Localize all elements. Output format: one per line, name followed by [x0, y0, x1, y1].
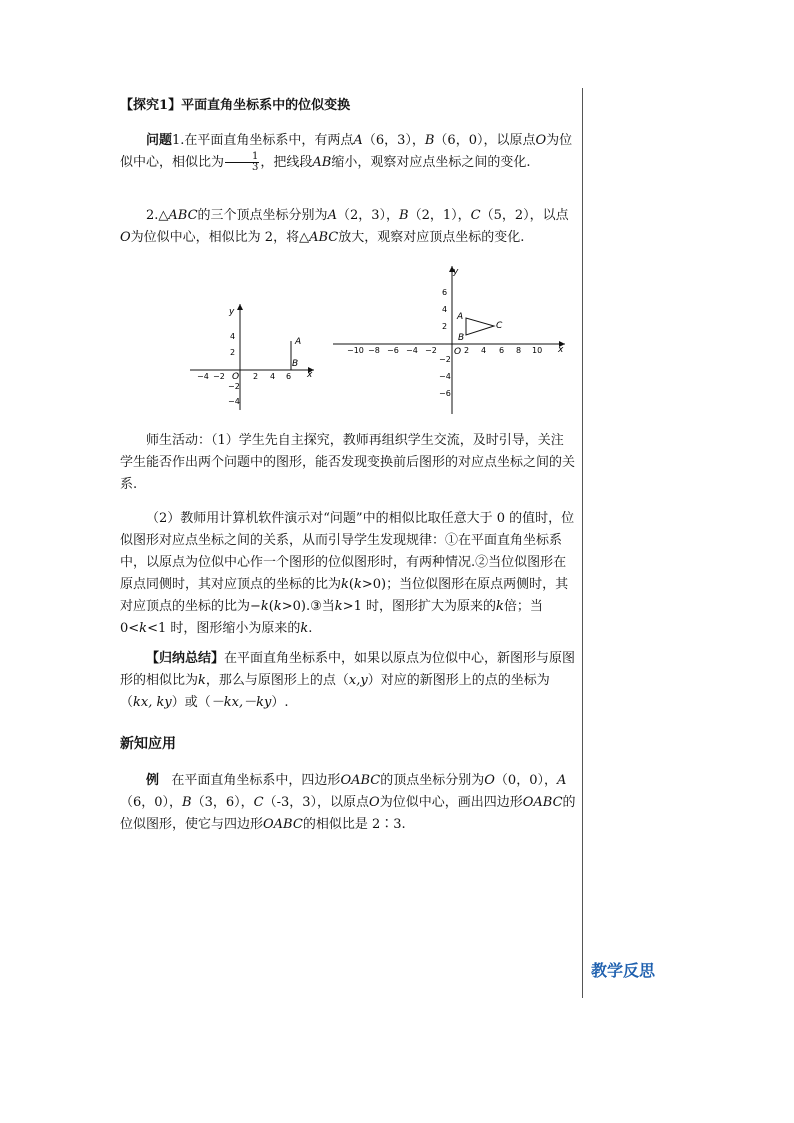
graph2-origin-label: O: [454, 347, 462, 357]
point-A-label: A: [295, 337, 302, 347]
activity-paragraph-1: 师生活动：（1）学生先自主探究，教师再组织学生交流，及时引导，关注学生能否作出两个问题中的图形，能否发现变换前后图形的对应点坐标之间的关系.: [120, 433, 576, 492]
graph1-y-tick: −2: [228, 382, 240, 391]
graph2-x-tick: 4: [481, 346, 487, 355]
graph1-y-tick: 4: [230, 332, 236, 341]
graph2-x-tick: −2: [425, 346, 437, 355]
graph1-origin-label: O: [232, 372, 240, 382]
problem-2: 2.△ABC的三个顶点坐标分别为A（2，3），B（2，1），C（5，2），以点O为位似中心，相似比为 2，将△ABC放大，观察对应顶点坐标的变化.: [120, 208, 569, 245]
graph1-x-tick: −2: [213, 372, 225, 381]
example-paragraph: 例 在平面直角坐标系中，四边形OABC的顶点坐标分别为O（0，0），A（6，0），B（3，6），C（-3，3），以原点O为位似中心，画出四边形OABC的位似图形，使它与四边形OABC的相似比是 2∶3.: [120, 773, 576, 832]
graph2-y-tick: 4: [442, 305, 448, 314]
graph2-x-label: x: [558, 345, 564, 355]
graph2-y-tick: 2: [442, 322, 448, 331]
graph1-y-tick: 2: [230, 348, 236, 357]
coordinate-graph-1: [190, 300, 320, 412]
graph2-x-tick: 8: [516, 346, 522, 355]
graph1-x-label: x: [307, 370, 313, 380]
graph1-y-tick: −4: [228, 397, 240, 406]
column-divider: [582, 88, 583, 998]
graph2-x-tick: 2: [464, 346, 470, 355]
graph2-x-tick: −10: [347, 346, 364, 355]
fraction-one-third: $\frac{1}{3}$: [225, 152, 259, 173]
graph2-x-tick: −4: [406, 346, 418, 355]
graph1-x-tick: 2: [253, 372, 259, 381]
graph2-x-tick: 6: [499, 346, 505, 355]
graph1-x-tick: 6: [286, 372, 292, 381]
graph2-x-tick: 10: [532, 346, 543, 355]
graph1-x-tick: −4: [197, 372, 209, 381]
graph1-y-label: y: [229, 307, 235, 317]
point-C-label: C: [496, 321, 503, 331]
graph2-y-label: y: [453, 267, 459, 277]
graph2-y-tick: 6: [442, 288, 448, 297]
point-B-label: B: [292, 359, 299, 369]
point-A-label: A: [457, 312, 464, 322]
teaching-reflection-heading: 教学反思: [591, 961, 656, 980]
section-title: 【探究1】平面直角坐标系中的位似变换: [120, 98, 351, 113]
graph2-y-tick: −2: [439, 355, 451, 364]
new-knowledge-heading: 新知应用: [120, 736, 176, 752]
activity-paragraph-2: （2）教师用计算机软件演示对“问题”中的相似比取任意大于 0 的值时，位似图形对应点坐标之间的关系，从而引导学生发现规律：①在平面直角坐标系中，以原点为位似中心作一个图形的位似图形时，有两种情况.②当位似图形在原点同侧时，其对应顶点的坐标的比为k(k>0)；当位似图形在原点两侧时，其对应顶点的坐标的比为−k(k>0).③当k>1 时，图形扩大为原来的k倍；当 0<k<1 时，图形缩小为原来的k.: [120, 511, 575, 636]
problem-1: 问题1.在平面直角坐标系中，有两点A（6，3），B（6，0），以原点O为位似中心，相似比为 $\frac{1}{3}$ ，把线段AB缩小，观察对应点坐标之间的变化.: [120, 133, 573, 173]
triangle-ABC: [466, 318, 494, 335]
graph2-y-tick: −6: [439, 389, 451, 398]
summary-paragraph: 【归纳总结】在平面直角坐标系中，如果以原点为位似中心，新图形与原图形的相似比为k，那么与原图形上的点（x,y）对应的新图形上的点的坐标为（kx, ky）或（－kx,－ky）.: [120, 651, 576, 710]
graph2-y-tick: −4: [439, 372, 451, 381]
point-B-label: B: [458, 333, 465, 343]
graph2-x-tick: −8: [368, 346, 380, 355]
graph2-x-tick: −6: [387, 346, 399, 355]
coordinate-graph-2: [333, 262, 571, 418]
graph1-x-tick: 4: [270, 372, 276, 381]
